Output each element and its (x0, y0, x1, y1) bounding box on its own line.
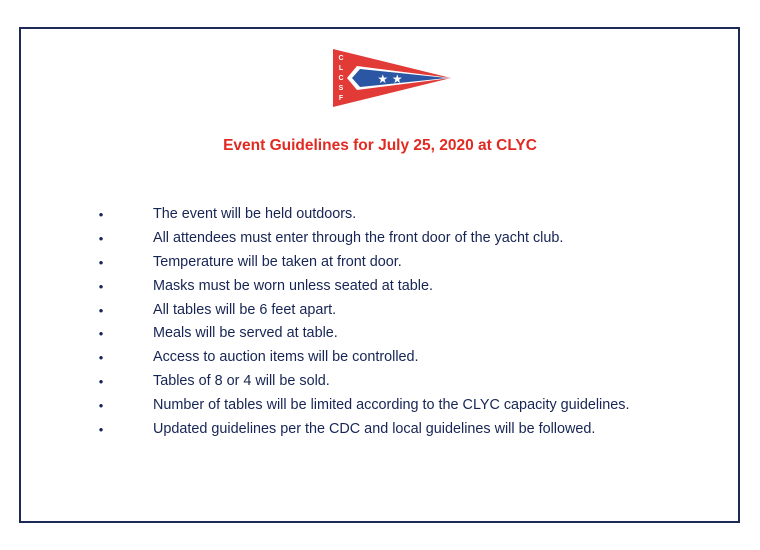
guideline-text: Number of tables will be limited according to the CLYC capacity guidelines. (153, 397, 630, 414)
logo-letter: S (338, 85, 344, 92)
page-title: Event Guidelines for July 25, 2020 at CLYC (223, 137, 537, 154)
guideline-text: Access to auction items will be controlled. (153, 349, 419, 366)
list-item (0, 227, 760, 251)
list-item (0, 251, 760, 275)
list-item (0, 370, 760, 394)
list-item (0, 203, 760, 227)
list-item (0, 346, 760, 370)
guideline-text: All tables will be 6 feet apart. (153, 301, 337, 318)
bullet-icon: • (98, 398, 104, 414)
bullet-icon: • (98, 374, 104, 390)
logo-letter: L (338, 65, 344, 72)
bullet-icon: • (98, 207, 104, 222)
guideline-text: Tables of 8 or 4 will be sold. (153, 373, 330, 390)
list-item (0, 394, 760, 418)
bullet-icon: • (98, 230, 104, 246)
guideline-text: Masks must be worn unless seated at table. (153, 277, 433, 294)
list-item (0, 299, 760, 323)
list-item (0, 322, 760, 346)
guideline-text: Meals will be served at table. (153, 325, 338, 342)
bullet-icon: • (98, 422, 104, 438)
burgee-flag-icon (333, 49, 451, 107)
logo-letter: C (338, 75, 344, 82)
logo-stars: ★ ★ (377, 72, 403, 86)
logo-letter: C (338, 55, 344, 62)
guidelines-list (0, 203, 760, 442)
guideline-text: All attendees must enter through the front door of the yacht club. (153, 229, 564, 246)
list-item (0, 275, 760, 299)
guideline-text: Updated guidelines per the CDC and local guidelines will be followed. (153, 421, 596, 438)
bullet-icon: • (98, 326, 104, 342)
guideline-text: The event will be held outdoors. (153, 206, 357, 222)
bullet-icon: • (98, 278, 104, 294)
bullet-icon: • (98, 350, 104, 366)
bullet-icon: • (98, 254, 104, 270)
logo-letter: F (338, 95, 344, 102)
bullet-icon: • (98, 302, 104, 318)
logo-letters (333, 49, 347, 107)
burgee-logo (333, 49, 451, 107)
list-item (0, 418, 760, 442)
guideline-text: Temperature will be taken at front door. (153, 253, 402, 270)
